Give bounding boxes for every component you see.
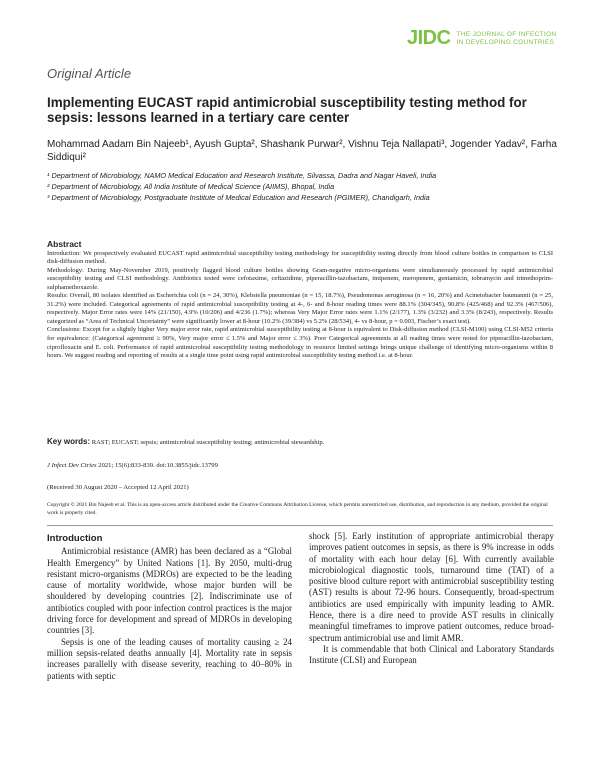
introduction-heading: Introduction (47, 533, 103, 544)
body-paragraph: Sepsis is one of the leading causes of mortality causing ≥ 24 million sepsis-related deaths annually [4]. Mortality rate in sepsis increases parallelly with disease severity, reaching to 40–80% in patients with septic (47, 636, 292, 681)
body-column-left (47, 533, 292, 682)
body-column-right (309, 531, 554, 667)
article-type: Original Article (47, 66, 132, 81)
keywords-text: RAST; EUCAST; sepsis; antimicrobial susceptibility testing; antimicrobial stewardship. (90, 439, 325, 446)
affiliation-3: ³ Department of Microbiology, Postgraduate Institute of Medical Education and Research (PGIMER), Chandigarh, India (47, 193, 430, 202)
abstract-results: Results: Overall, 80 isolates identified as Escherichia coli (n = 24, 30%), Klebsiella pneumoniae (n = 15, 18.7%), Pseudomonas aeruginosa (n = 16, 20%) and Acinetobacter baumannii (n = 25, 31.2%) were included. Categorical agreements of rapid antimicrobial susceptibility testing at 4-, 6- and 8-hour reading times were 88.1% (304/345), 90.8% (425/468) and 92.3% (467/506), respectively. Major Error rates were 14% (21/150), 4.9% (10/206) and 4/236 (1.7%); whereas Very Major Error rates were 1.1% (2/177), 1.3% (3/232) and 3.3% (8/243), respectively. Results categorized as “Area of Technical Uncertainty” were significantly lower at 8-hour (10.2% (39/384) vs 5.2% (28/534), 4- vs 8-hour, p = 0.003, Fischer’s exact test). (47, 292, 553, 325)
abstract-conclusions: Conclusions: Except for a slightly higher Very major error rate, rapid antimicrobial susceptibility testing at 8-hour is equivalent to Disk-diffusion method (CLSI-M100) using CLSI-M52 criteria for equivalence: (Categorical agreement ≥ 90%, Very major error ≤ 1.5% and Major error ≤ 3%). Poor Categorical agreements at all reading times were noted for piperacillin-tazobactam, ciprofloxacin and E. coli. Performance of rapid antimicrobial susceptibility testing methodology in resource limited settings brings unique challenge of identifying micro-organisms within 8 hours. We suggest reading and reporting of results at a single time point using rapid antimicrobial susceptibility testing method i.e. at 8-hour. (47, 326, 553, 360)
keywords (47, 437, 553, 446)
abstract (47, 240, 553, 361)
journal-logo (407, 27, 556, 50)
author-list: Mohammad Aadam Bin Najeeb¹, Ayush Gupta², Shashank Purwar², Vishnu Teja Nallapati³, Jogender Yadav², Farha Siddiqui² (47, 139, 557, 163)
body-paragraph: Antimicrobial resistance (AMR) has been declared as a “Global Health Emergency” by United Nations [1]. By 2050, multi-drug resistant micro-organisms (MDROs) are expected to be the leading cause of mortality worldwide, whose major burden will be shouldered by developing countries [2]. Indiscriminate use of antibiotics coupled with poor infection control practices is the major driving force for development and spread of MDROs in developing countries [3]. (47, 546, 292, 636)
affiliation-2: ² Department of Microbiology, All India Institute of Medical Science (AIIMS), Bhopal, India (47, 182, 335, 191)
section-divider (47, 525, 553, 526)
abstract-methodology: Methodology: During May-November 2019, positively flagged blood culture bottles showing Gram-negative micro-organisms were simultaneously processed by rapid antimicrobial susceptibility testing and CLSI methodology. Antibiotics tested were cefotaxime, ceftazidime, piperacillin-tazobactam, imipenem, meropenem, gentamicin, tobramycin and trimethoprim-sulphamethoxazole. (47, 266, 553, 291)
affiliation-1: ¹ Department of Microbiology, NAMO Medical Education and Research Institute, Silvassa, Dadra and Nagar Haveli, India (47, 171, 437, 180)
article-title: Implementing EUCAST rapid antimicrobial susceptibility testing method for sepsis: lessons learned in a tertiary care center (47, 95, 527, 125)
journal-name-line1: THE JOURNAL OF INFECTION (456, 30, 557, 38)
citation-journal: J Infect Dev Ctries (47, 462, 97, 469)
keywords-label: Key words: (47, 437, 91, 446)
abstract-heading: Abstract (47, 239, 82, 249)
abstract-introduction: Introduction: We prospectively evaluated EUCAST rapid antimicrobial susceptibility testing methodology for susceptibility testing directly from blood culture bottles in comparison to CLSI disk-diffusion method. (47, 249, 553, 266)
journal-name-line2: IN DEVELOPING COUNTRIES (456, 38, 555, 46)
citation (47, 462, 553, 469)
body-paragraph: It is commendable that both Clinical and Laboratory Standards Institute (CLSI) and European (309, 643, 554, 666)
logo-text: JIDC (407, 27, 451, 49)
copyright-notice: Copyright © 2021 Bin Najeeb et al. This is an open-access article distributed under the Creative Commons Attribution License, which permits unrestricted use, distribution, and reproduction in any medium, provided the original work is properly cited. (47, 502, 548, 516)
journal-name (457, 31, 557, 47)
citation-details: 2021; 15(6):833-839. doi:10.3855/jidc.13799 (96, 462, 218, 469)
received-dates: (Received 30 August 2020 – Accepted 12 April 2021) (47, 484, 189, 491)
body-paragraph: shock [5]. Early institution of appropriate antimicrobial therapy improves patient outcomes in sepsis, as there is 9% increase in odds of mortality with each hour delay [6]. With currently available microbiological diagnostic tools, turnaround time (TAT) of a positive blood culture report with antimicrobial susceptibility testing (AST) results is about 72-96 hours. Consequently, broad-spectrum antibiotics are used empirically with impunity leading to AMR. Hence, there is a dire need to provide AST results in clinically meaningful timeframes to improve patient outcomes, reduce broad-spectrum antimicrobial use and limit AMR. (309, 531, 554, 643)
affiliations (47, 171, 557, 204)
